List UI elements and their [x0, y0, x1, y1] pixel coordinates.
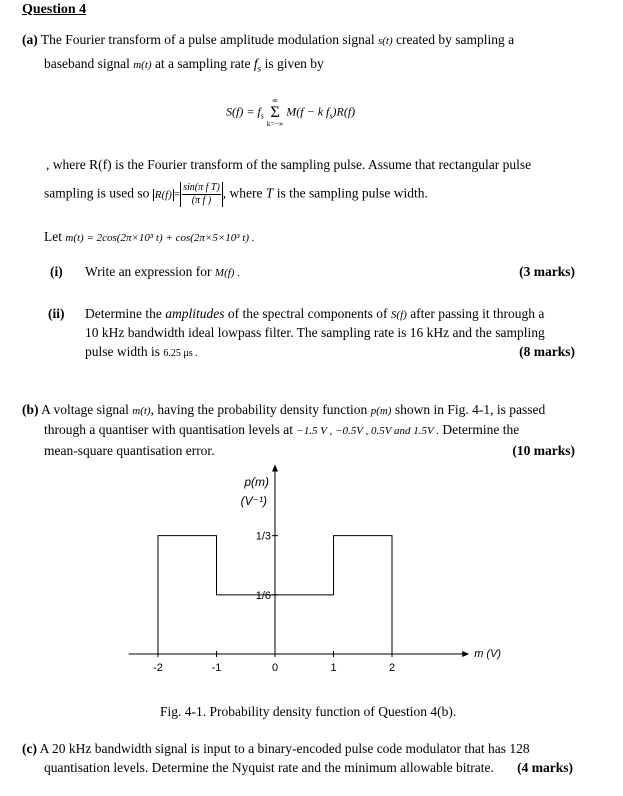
x-tick-label: 2: [388, 662, 396, 674]
part-c-line1: (c) A 20 kHz bandwidth signal is input to a binary-encoded pulse code modulator that has 128: [22, 741, 530, 756]
part-b-label: (b): [22, 402, 39, 417]
x-axis-arrow: [462, 651, 469, 657]
question-ii-marks: (8 marks): [519, 344, 575, 359]
question-heading: Question 4: [22, 2, 87, 17]
x-axis-label: m (V): [474, 648, 502, 660]
question-ii-line1: Determine the amplitudes of the spectral components of S(f) after passing it through a: [85, 306, 545, 321]
part-b-line2: through a quantiser with quantisation levels at −1.5 V , −0.5V , 0.5V and 1.5V . Determine the: [44, 422, 520, 437]
part-a-line2: baseband signal m(t) at a sampling rate $f_s$ is given by: [44, 56, 324, 74]
y-axis-unit: (V⁻¹): [240, 494, 267, 508]
y-axis-label: p(m): [244, 475, 269, 489]
question-i-label: (i): [50, 264, 63, 279]
part-c-line2: quantisation levels. Determine the Nyquist rate and the minimum allowable bitrate.: [44, 760, 494, 775]
part-b-marks: (10 marks): [512, 443, 575, 458]
figure-caption: Fig. 4-1. Probability density function of Question 4(b).: [160, 704, 457, 719]
question-ii-label: (ii): [48, 306, 65, 321]
question-i-text: Write an expression for M(f) .: [85, 264, 240, 279]
sinc-fraction: $\frac{\text{sin(π f T)}}{\text{(π f )}}$: [183, 182, 220, 206]
part-a-line1: (a) The Fourier transform of a pulse amplitude modulation signal s(t) created by sampling a: [22, 32, 515, 47]
x-tick-label: 0: [271, 662, 279, 674]
question-ii-line2: 10 kHz bandwidth ideal lowpass filter. The sampling rate is 16 kHz and the sampling: [85, 325, 545, 340]
y-tick-label: 1/6: [255, 589, 271, 602]
y-tick-label: 1/3: [255, 530, 271, 543]
question-i-marks: (3 marks): [519, 264, 575, 279]
part-b-line1: (b) A voltage signal m(t), having the probability density function p(m) shown in Fig. 4-1, is passed: [22, 402, 546, 417]
part-c-marks: (4 marks): [517, 760, 573, 775]
part-b-line3: mean-square quantisation error.: [44, 443, 215, 458]
summation: ∞ Σ k=−∞: [266, 96, 284, 128]
part-c-label: (c): [22, 741, 37, 756]
part-a-sampling-line: sampling is used so R(f) = $\frac{\text{sin(π f T)}}{\text{(π f )}}$ , where T is the sampling pulse width.: [44, 182, 428, 206]
x-tick-label: -1: [211, 662, 222, 674]
x-tick-label: 1: [330, 662, 337, 674]
part-a-let-line: Let m(t) = 2cos(2π×10³ t) + cos(2π×5×10³ t) .: [44, 229, 255, 244]
part-a-label: (a): [22, 32, 38, 47]
question-ii-line3: pulse width is 6.25 μs .: [85, 344, 198, 359]
x-tick-label: -2: [153, 662, 163, 674]
y-axis-arrow: [272, 465, 278, 472]
part-a-where-line: , where R(f) is the Fourier transform of the sampling pulse. Assume that rectangular pulse: [46, 157, 532, 172]
pam-equation: $S(f) = f_s$ ∞ Σ k=−∞ M(f − k $f_s)R(f)$: [226, 96, 356, 128]
